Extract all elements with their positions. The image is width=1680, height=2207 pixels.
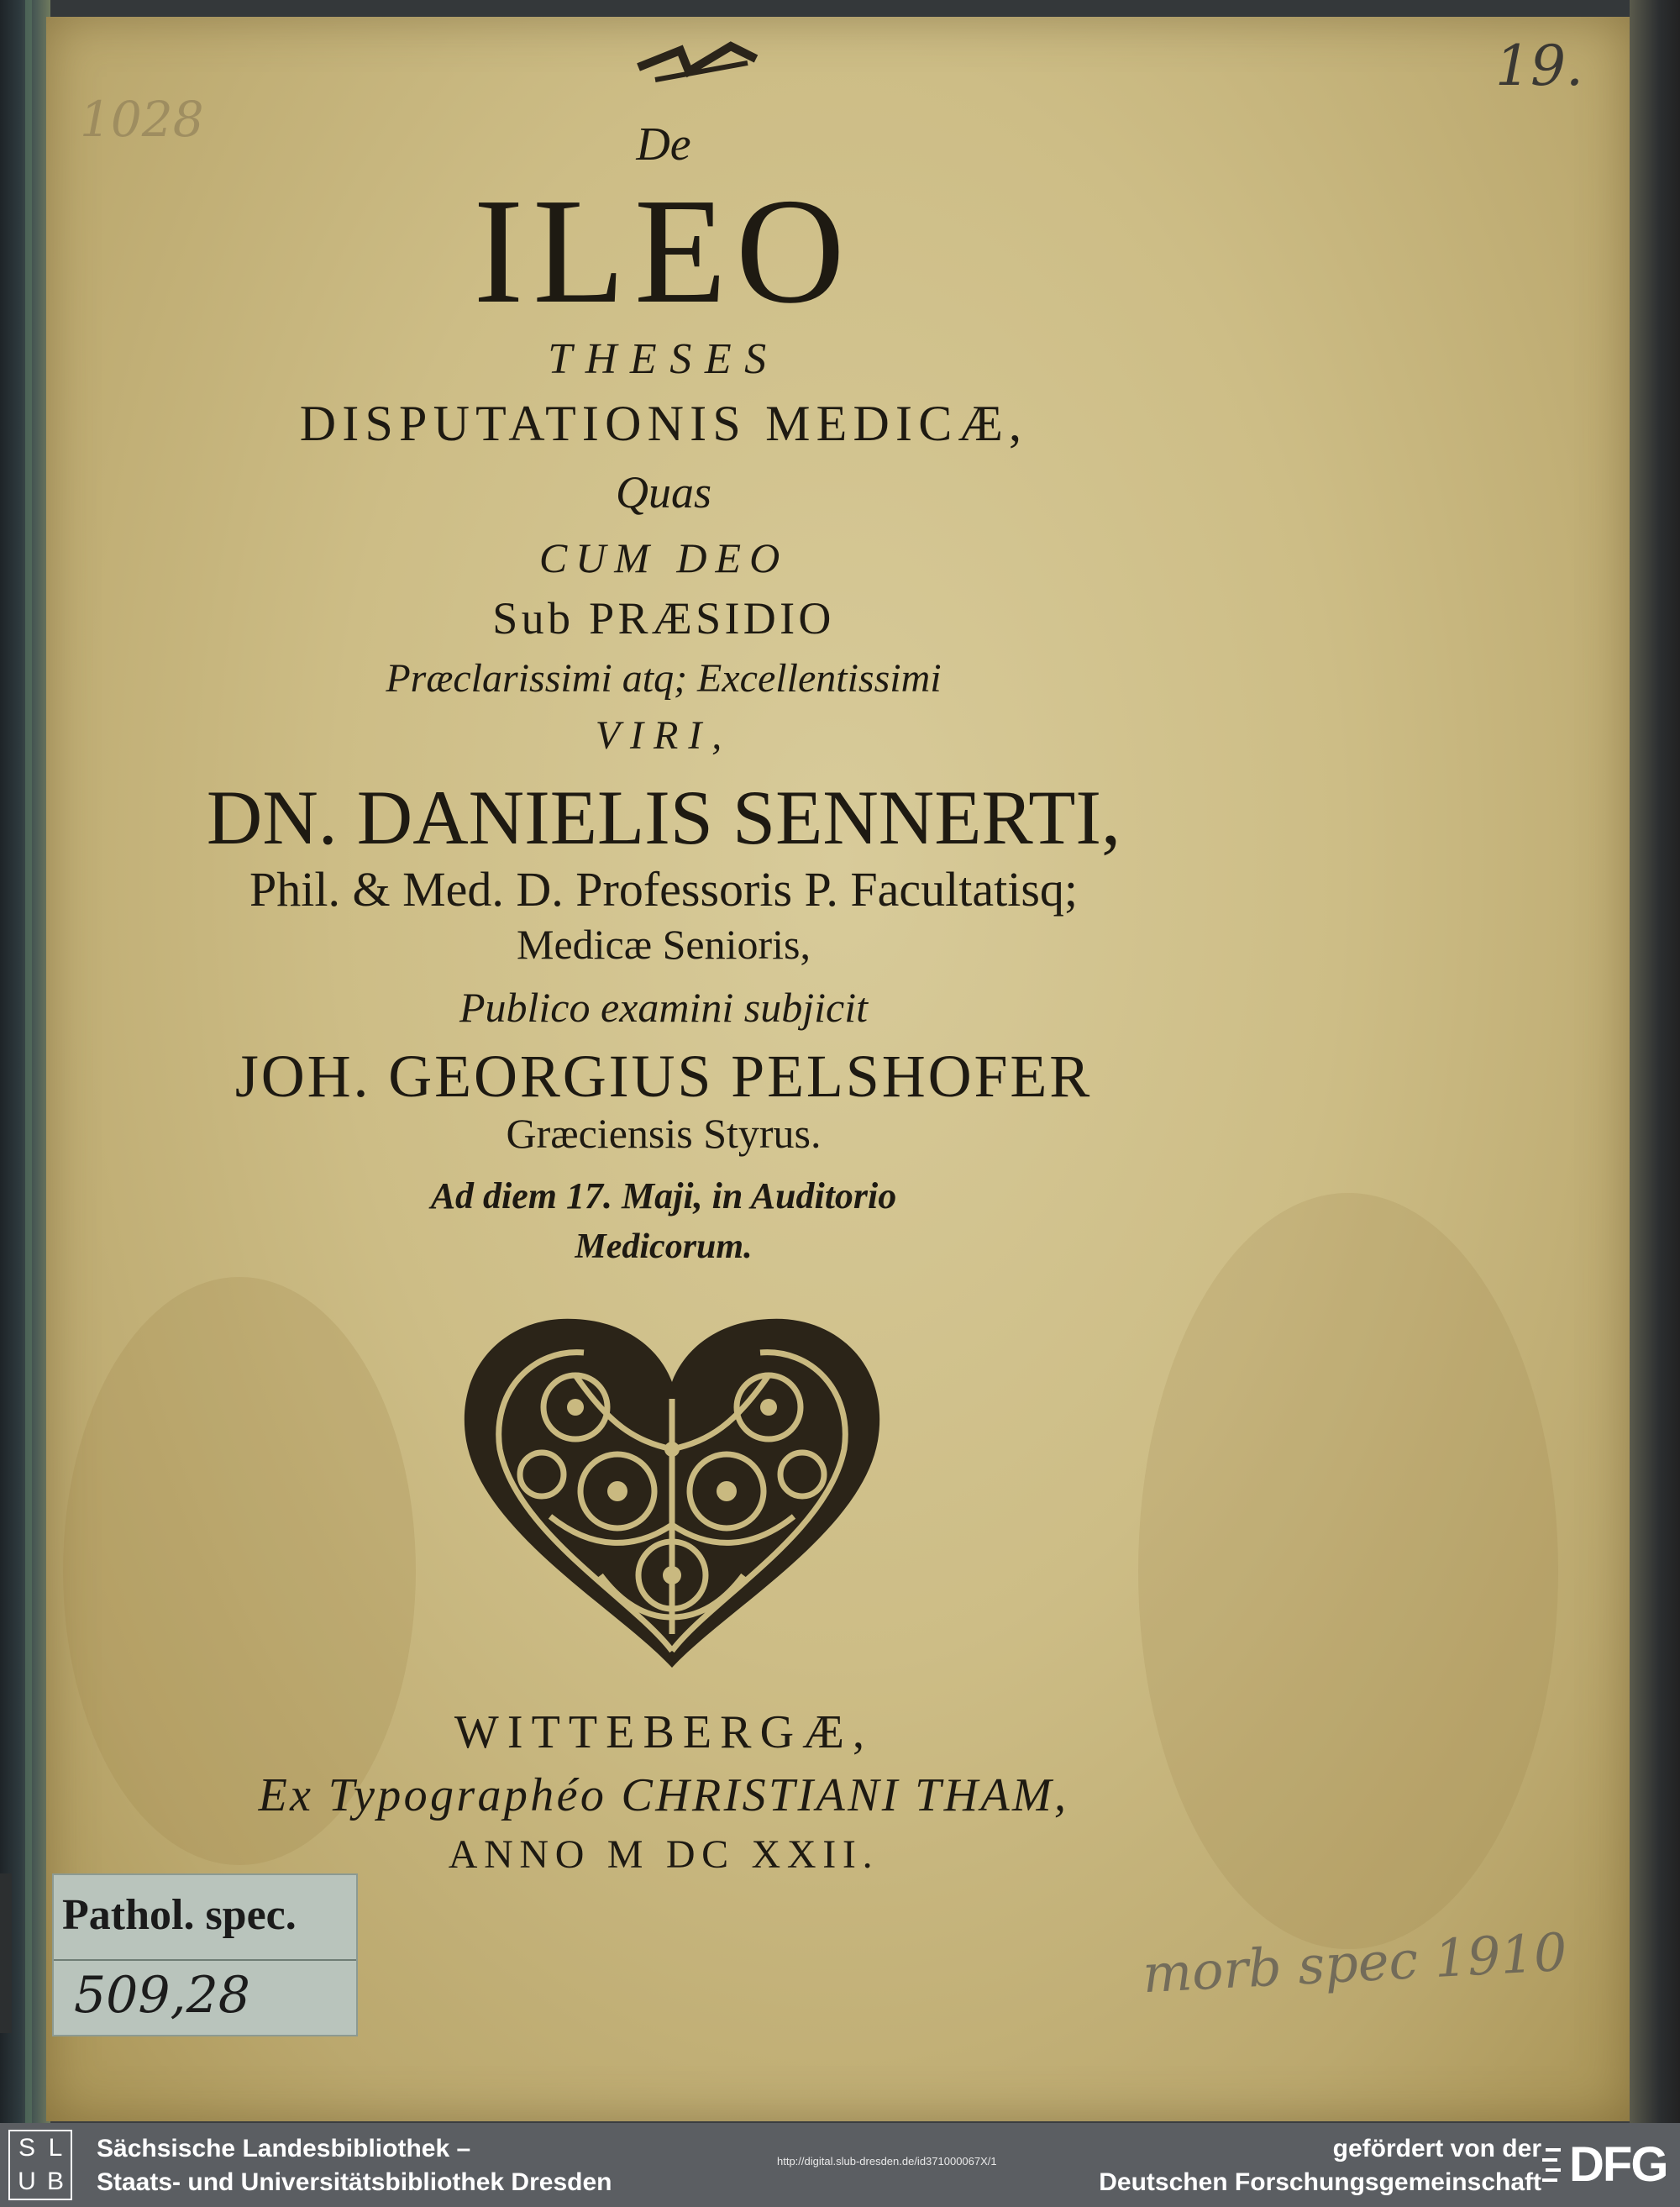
- label-bracket: [0, 1873, 12, 2033]
- logo-letter: L: [48, 2134, 63, 2162]
- scan-top-edge: [46, 0, 1642, 18]
- footer-bar: [0, 2123, 1680, 2207]
- slub-logo-icon: [8, 2130, 72, 2200]
- title-quas: Quas: [615, 467, 711, 518]
- permalink-url[interactable]: http://digital.slub-dresden.de/id371000067X/1: [777, 2155, 997, 2168]
- title-disputationis: DISPUTATIONIS MEDICÆ,: [299, 396, 1028, 451]
- title-de: De: [636, 118, 691, 171]
- imprint-place: WITTEBERGÆ,: [454, 1706, 874, 1758]
- shelf-label-heading: Pathol. spec.: [62, 1891, 297, 1939]
- title-ileo: ILEO: [473, 167, 854, 334]
- scan-right-edge: [1630, 0, 1680, 2123]
- library-name-line2: Staats- und Universitätsbibliothek Dresden: [97, 2168, 612, 2196]
- title-cum-deo: CUM DEO: [538, 534, 789, 581]
- ink-scribble-icon: [630, 34, 764, 92]
- heart-ornament-icon: [449, 1298, 895, 1684]
- dfg-mark-icon: [1542, 2145, 1564, 2187]
- title-medicae-senioris: Medicæ Senioris,: [517, 921, 811, 968]
- logo-letter: B: [46, 2168, 64, 2195]
- title-graeciensis: Græciensis Styrus.: [506, 1110, 822, 1157]
- title-medicorum: Medicorum.: [575, 1227, 753, 1266]
- shelf-label: [52, 1873, 358, 2036]
- handwritten-page-number: 19.: [1495, 34, 1583, 98]
- funded-by-line1: gefördert von der: [1332, 2135, 1541, 2162]
- title-pelshofer: JOH. GEORGIUS PELSHOFER: [234, 1043, 1093, 1110]
- imprint-year: ANNO M DC XXII.: [448, 1832, 879, 1877]
- funded-by-line2: Deutschen Forschungsgemeinschaft: [1099, 2168, 1541, 2196]
- library-name-line1: Sächsische Landesbibliothek –: [97, 2135, 471, 2162]
- logo-letter: U: [18, 2168, 36, 2195]
- title-phil-med: Phil. & Med. D. Professoris P. Facultatisq;: [249, 862, 1079, 917]
- title-ad-diem: Ad diem 17. Maji, in Auditorio: [430, 1175, 897, 1216]
- title-publico: Publico examini subjicit: [459, 984, 868, 1031]
- title-praeclarissimi: Præclarissimi atq; Excellentissimi: [386, 656, 942, 701]
- shelf-label-divider: [54, 1959, 356, 1961]
- dfg-logo: DFG: [1569, 2137, 1667, 2192]
- title-theses: THESES: [548, 335, 780, 383]
- logo-letter: S: [18, 2134, 35, 2162]
- shelf-label-number: 509,28: [74, 1966, 250, 2025]
- pencil-note: morb spec 1910: [1141, 1921, 1569, 2005]
- title-sub-praesidio: Sub PRÆSIDIO: [492, 593, 835, 644]
- title-sennerti: DN. DANIELIS SENNERTI,: [206, 775, 1121, 860]
- imprint-printer: Ex Typographéo CHRISTIANI THAM,: [258, 1769, 1069, 1821]
- title-viri: VIRI,: [595, 713, 732, 758]
- handwritten-shelfmark: 1028: [80, 91, 204, 148]
